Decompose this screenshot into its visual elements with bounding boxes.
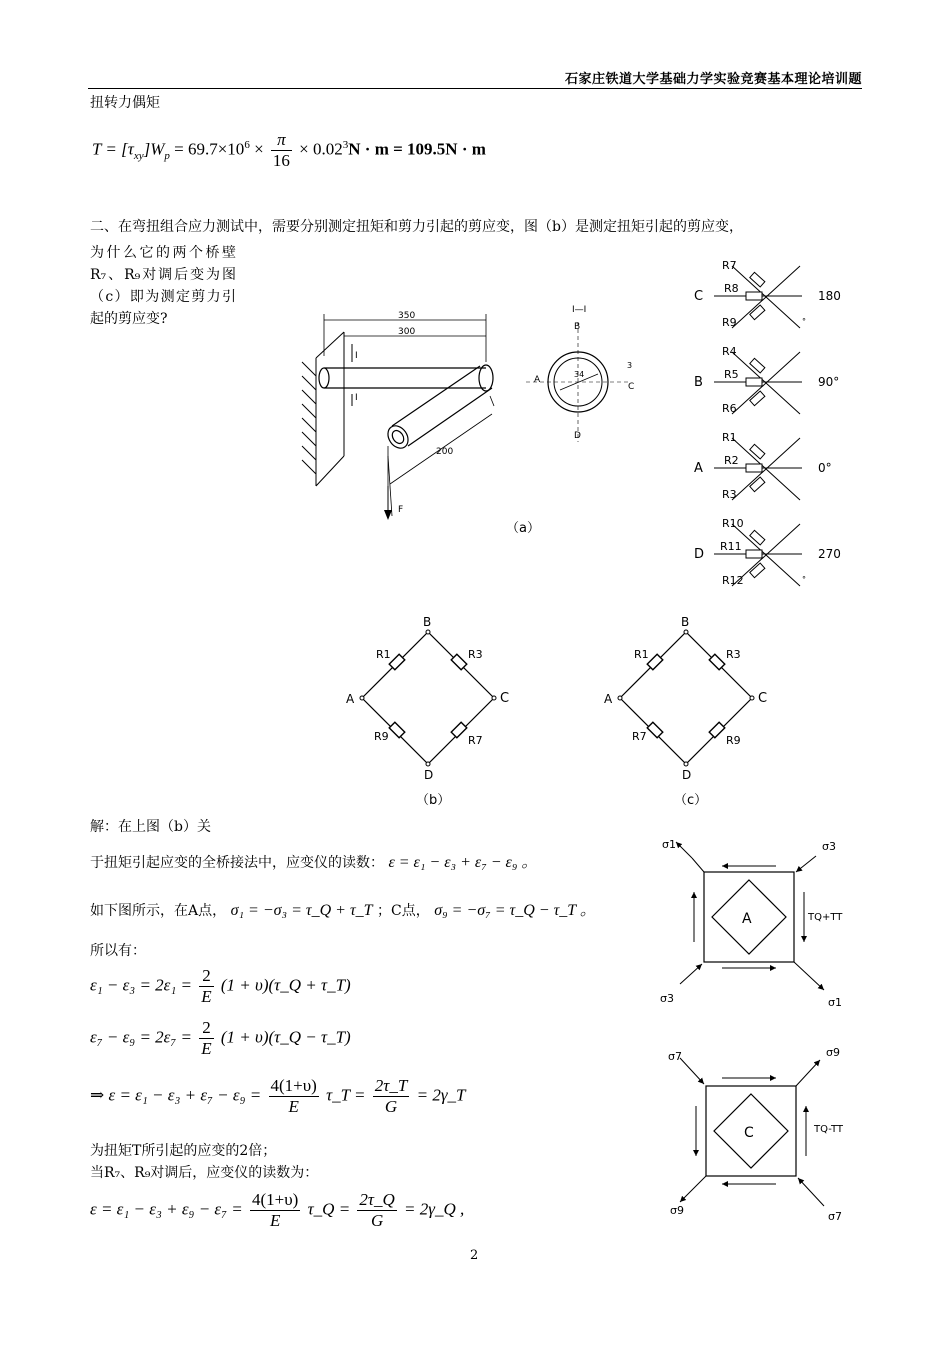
- gauge-B: [694, 345, 839, 415]
- header-rule: [88, 88, 862, 89]
- section-label-bottom: I: [355, 393, 358, 403]
- gauge-C-angle: 180: [818, 289, 841, 303]
- gauge-B-angle: 90°: [818, 375, 840, 389]
- stress-A-point: A: [742, 911, 752, 927]
- formula-value: = 69.7×10: [174, 139, 245, 159]
- eq2-num: 2: [199, 1018, 213, 1039]
- bridge-b-caption: （b）: [416, 793, 451, 808]
- formula-exp6: 6: [244, 138, 250, 151]
- gauge-A-rmid: R2: [724, 454, 739, 467]
- bridge-c-B: B: [681, 615, 690, 629]
- question-side-text: 为什么它的两个桥壁R₇、R₉对调后变为图（c）即为测定剪力引起的剪应变?: [90, 245, 236, 327]
- stress-C-point: C: [744, 1125, 754, 1141]
- eq-point-A: σ₁ = −σ₃ = τ_Q + τ_T: [230, 902, 373, 919]
- section-D: D: [574, 431, 581, 441]
- eq3-num1: 4(1+υ): [270, 1076, 317, 1095]
- formula-tau-sub: xy: [133, 149, 144, 162]
- stress-C-s9-bl: σ9: [670, 1204, 684, 1217]
- dim-300: 300: [398, 327, 416, 337]
- gauge-D-deg: °: [802, 575, 806, 584]
- force-label: F: [398, 505, 404, 515]
- section-title: I—I: [572, 305, 587, 315]
- gauge-A-point: A: [694, 461, 703, 476]
- eq3-den2: G: [384, 1097, 398, 1116]
- section-d34: 34: [574, 370, 585, 379]
- eq2-rhs: (1 + υ)(τ_Q − τ_T): [220, 1027, 351, 1047]
- solution-line3-text: 如下图所示，在A点，: [90, 903, 227, 919]
- gauge-D-rtop: R10: [722, 517, 744, 530]
- formula-lhs: T =: [92, 139, 117, 159]
- solution-line5: 当R₇、R₉对调后，应变仪的读数为：: [90, 1165, 319, 1181]
- dim-350: 350: [398, 311, 416, 321]
- bridge-c: [598, 612, 778, 812]
- eq4-lhs: ε = ε₁ − ε₃ + ε₉ − ε₇ =: [90, 1199, 243, 1219]
- gauge-C-rtop: R7: [722, 259, 737, 272]
- eq1-lhs: ε₁ − ε₃ = 2ε₁ =: [90, 975, 192, 995]
- bridge-b-br: R7: [468, 734, 483, 747]
- intro-label: 扭转力偶矩: [90, 95, 160, 111]
- bridge-c-br: R9: [726, 734, 741, 747]
- gauge-column: [680, 252, 870, 602]
- eq4-num1: 4(1+υ): [252, 1190, 299, 1209]
- running-header: 石家庄铁道大学基础力学实验竞赛基本理论培训题: [564, 72, 862, 87]
- arm-tube: [384, 366, 492, 452]
- eq3-mid: τ_T =: [326, 1085, 366, 1105]
- gauge-A-angle: 0°: [818, 461, 832, 475]
- eq2: [90, 1018, 351, 1059]
- eq4-den1: E: [269, 1211, 281, 1230]
- question-line1: 二、在弯扭组合应力测试中，需要分别测定扭矩和剪力引起的剪应变，图（b）是测定扭矩引起的剪应变，: [90, 219, 743, 235]
- wall-hatch: [302, 332, 344, 486]
- gauge-D-angle: 270: [818, 547, 841, 561]
- stress-C-s7-br: σ7: [828, 1210, 842, 1223]
- bridge-b-C: C: [500, 691, 510, 706]
- eq3: [90, 1076, 465, 1117]
- gauge-B-rtop: R4: [722, 345, 737, 358]
- solution-so: 所以有：: [90, 943, 146, 959]
- bridge-c-bl: R7: [632, 730, 647, 743]
- eq4-num2: 2τ_Q: [359, 1190, 395, 1209]
- stress-element-A: [656, 836, 856, 1016]
- gauge-C: [694, 259, 841, 329]
- bridge-c-C: C: [758, 691, 768, 706]
- bridge-c-D: D: [682, 768, 692, 782]
- formula-16: 16: [272, 151, 290, 170]
- section-B: B: [574, 322, 581, 332]
- gauge-B-rbot: R6: [722, 402, 737, 415]
- formula-wp: ]W: [143, 139, 165, 159]
- eq1-rhs: (1 + υ)(τ_Q + τ_T): [220, 975, 351, 995]
- page-number: 2: [470, 1248, 479, 1263]
- gauge-D-point: D: [694, 547, 705, 562]
- gauge-C-deg: °: [802, 317, 806, 326]
- eq3-den1: E: [288, 1097, 299, 1116]
- gauge-C-point: C: [694, 289, 704, 304]
- stress-C-shear: TQ-TT: [814, 1124, 843, 1135]
- solution-mid-C: ；C点，: [377, 903, 430, 919]
- gauge-D-rbot: R12: [722, 574, 744, 587]
- stress-C-s9-tr: σ9: [826, 1046, 840, 1059]
- eq1-num: 2: [199, 966, 213, 987]
- torque-formula: [92, 130, 486, 171]
- bridge-b-tl: R1: [376, 648, 391, 661]
- bridge-c-tl: R1: [634, 648, 649, 661]
- eq1-den: E: [201, 987, 212, 1006]
- dim-200: 200: [436, 447, 454, 457]
- bridge-c-tr: R3: [726, 648, 741, 661]
- eq4-rhs: = 2γ_Q ,: [404, 1199, 465, 1219]
- gauge-D: [694, 517, 841, 587]
- eq3-lhs: ⇒ ε = ε₁ − ε₃ + ε₇ − ε₉ =: [90, 1085, 262, 1105]
- section-label-top: I: [355, 351, 358, 361]
- bridge-c-caption: （c）: [674, 793, 708, 808]
- eq-point-C: σ₉ = −σ₇ = τ_Q − τ_T 。: [434, 902, 596, 919]
- dimension-lines: [324, 314, 494, 518]
- stress-A-s3-tr: σ3: [822, 840, 836, 853]
- formula-diameter: × 0.02: [299, 139, 343, 159]
- bridge-b: [340, 612, 520, 812]
- bridge-b-B: B: [423, 615, 432, 629]
- figure-a: [280, 296, 660, 546]
- section-C: C: [628, 382, 635, 392]
- gauge-C-rbot: R9: [722, 316, 737, 329]
- formula-exp3: 3: [342, 138, 349, 151]
- eq3-num2: 2τ_T: [374, 1076, 408, 1095]
- formula-result: N · m = 109.5N · m: [348, 139, 486, 159]
- formula-tau: [τ: [121, 139, 134, 159]
- bridge-b-D: D: [424, 768, 434, 782]
- main-tube: [319, 365, 493, 391]
- solution-line3: [90, 900, 596, 922]
- stress-element-C: [656, 1044, 856, 1224]
- eq-reading: ε = ε₁ − ε₃ + ε₇ − ε₉ 。: [388, 854, 538, 871]
- solution-line4: 为扭矩T所引起的应变的2倍；: [90, 1143, 277, 1159]
- gauge-A: [694, 431, 832, 501]
- gauge-D-rmid: R11: [720, 540, 742, 553]
- formula-pi: π: [271, 130, 292, 151]
- eq1: [90, 966, 351, 1007]
- solution-line2-text: 于扭矩引起应变的全桥接法中，应变仪的读数：: [90, 855, 384, 871]
- figure-a-caption: （a）: [506, 521, 540, 536]
- gauge-B-point: B: [694, 375, 703, 390]
- solution-line1: 解：在上图（b）关: [90, 819, 211, 835]
- stress-C-s7-tl: σ7: [668, 1050, 682, 1063]
- eq4: [90, 1190, 464, 1231]
- eq4-den2: G: [370, 1211, 384, 1230]
- bridge-b-A: A: [346, 692, 355, 706]
- force-arrow: [384, 510, 392, 520]
- formula-times: ×: [249, 139, 264, 159]
- eq4-mid: τ_Q =: [307, 1199, 351, 1219]
- stress-A-s3-bl: σ3: [660, 992, 674, 1005]
- eq2-den: E: [201, 1039, 212, 1058]
- bridge-b-bl: R9: [374, 730, 389, 743]
- gauge-C-rmid: R8: [724, 282, 739, 295]
- formula-wp-sub: p: [164, 149, 170, 162]
- stress-A-s1-tl: σ1: [662, 838, 676, 851]
- bridge-b-tr: R3: [468, 648, 483, 661]
- gauge-A-rbot: R3: [722, 488, 737, 501]
- section-d3: 3: [627, 361, 633, 370]
- section-A: A: [534, 375, 541, 385]
- gauge-B-rmid: R5: [724, 368, 739, 381]
- eq2-lhs: ε₇ − ε₉ = 2ε₇ =: [90, 1027, 192, 1047]
- eq3-rhs: = 2γ_T: [416, 1085, 466, 1105]
- solution-line2: [90, 852, 537, 874]
- stress-A-s1-br: σ1: [828, 996, 842, 1009]
- stress-A-shear: TQ+TT: [808, 912, 843, 923]
- gauge-A-rtop: R1: [722, 431, 737, 444]
- bridge-c-A: A: [604, 692, 613, 706]
